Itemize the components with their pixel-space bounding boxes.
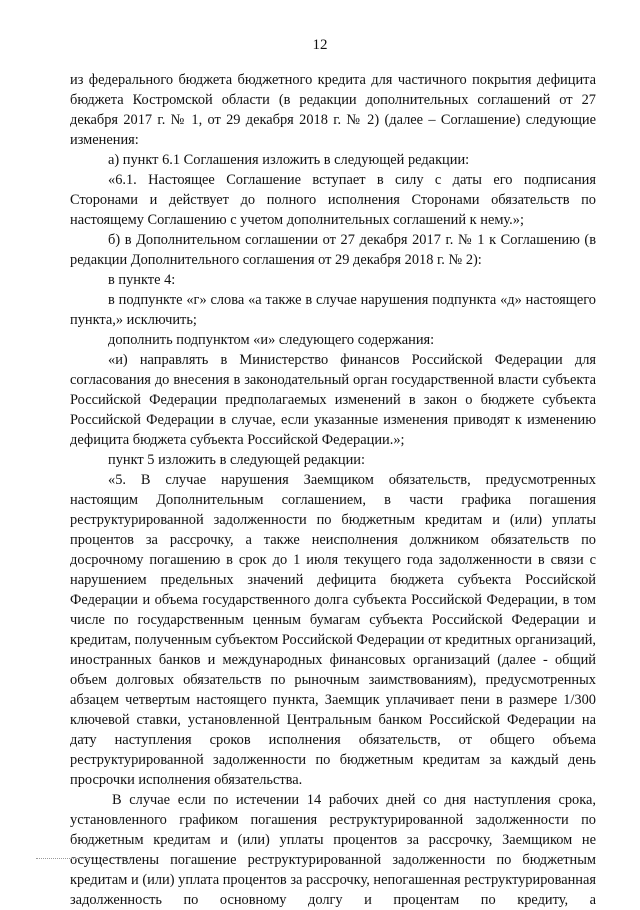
page-number: 12 bbox=[312, 37, 328, 53]
subclause-a: а) пункт 6.1 Соглашения изложить в следующей редакции: bbox=[108, 152, 470, 168]
item-4-heading: в пункте 4: bbox=[108, 272, 176, 288]
subitem-i-text: «и) направлять в Министерство финансов Российской Федерации для согласования до внесения в законодательный орган государственной власти субъекта Российской Федерации предполагаемых изменений в закон о бюджете субъекта Российской Федерации в случае, если указанные изменения приводят к изменению дефицита бюджета субъекта Российской Федерации.»; bbox=[70, 352, 596, 448]
clause-6-1-text: «6.1. Настоящее Соглашение вступает в силу с даты его подписания Сторонами и действует до полного исполнения Сторонами обязательств по настоящему Соглашению с учетом дополнительных соглашений к нему.»; bbox=[70, 172, 596, 228]
item-5-heading: пункт 5 изложить в следующей редакции: bbox=[108, 452, 365, 468]
item-5-text: «5. В случае нарушения Заемщиком обязательств, предусмотренных настоящим Дополнительным соглашением, в части графика погашения реструктурированной задолженности по бюджетным кредитам и (или) уплаты процентов за рассрочку, а также неисполнения должником обязательств по досрочному погашению в срок до 1 июля текущего года задолженности в связи с нарушением предельных значений дефицита бюджета субъекта Российской Федерации и объема государственного долга субъекта Российской Федерации, в том числе по государственным ценным бумагам субъекта Российской Федерации и кредитам, полученным субъектом Российской Федерации от кредитных организаций, иностранных банков и международных финансовых организаций (далее - общий объем долговых обязательств по рыночным заимствованиям), предусмотренных абзацем четвертым настоящего пункта, Заемщик уплачивает пени в размере 1/300 ключевой ставки, установленной Центральным банком Российской Федерации на дату наступления сроков исполнения обязательств, от общего объема реструктурированной задолженности по бюджетным кредитам за каждый день просрочки исполнения обязательства. bbox=[70, 472, 596, 788]
document-body bbox=[70, 70, 596, 910]
footer-divider bbox=[36, 858, 132, 859]
subclause-b: б) в Дополнительном соглашении от 27 декабря 2017 г. № 1 к Соглашению (в редакции Дополнительного соглашения от 29 декабря 2018 г. № 2): bbox=[70, 232, 596, 268]
intro-paragraph: из федерального бюджета бюджетного кредита для частичного покрытия дефицита бюджета Костромской области (в редакции дополнительных соглашений от 27 декабря 2017 г. № 1, от 29 декабря 2018 г. № 2) (далее – Соглашение) следующие изменения: bbox=[70, 72, 596, 148]
overdue-14-days-paragraph: В случае если по истечении 14 рабочих дней со дня наступления срока, установленного графиком погашения реструктурированной задолженности по бюджетным кредитам и (или) уплаты процентов за рассрочку, Заемщиком не осуществлены погашение реструктурированной задолженности по бюджетным кредитам и (или) уплата процентов за рассрочку, непогашенная реструктурированная задолженность по основному долгу и процентам по кредиту, а bbox=[70, 792, 596, 908]
subitem-g-amendment: в подпункте «г» слова «а также в случае нарушения подпункта «д» настоящего пункта,» исключить; bbox=[70, 292, 596, 328]
add-subitem-i: дополнить подпунктом «и» следующего содержания: bbox=[108, 332, 435, 348]
